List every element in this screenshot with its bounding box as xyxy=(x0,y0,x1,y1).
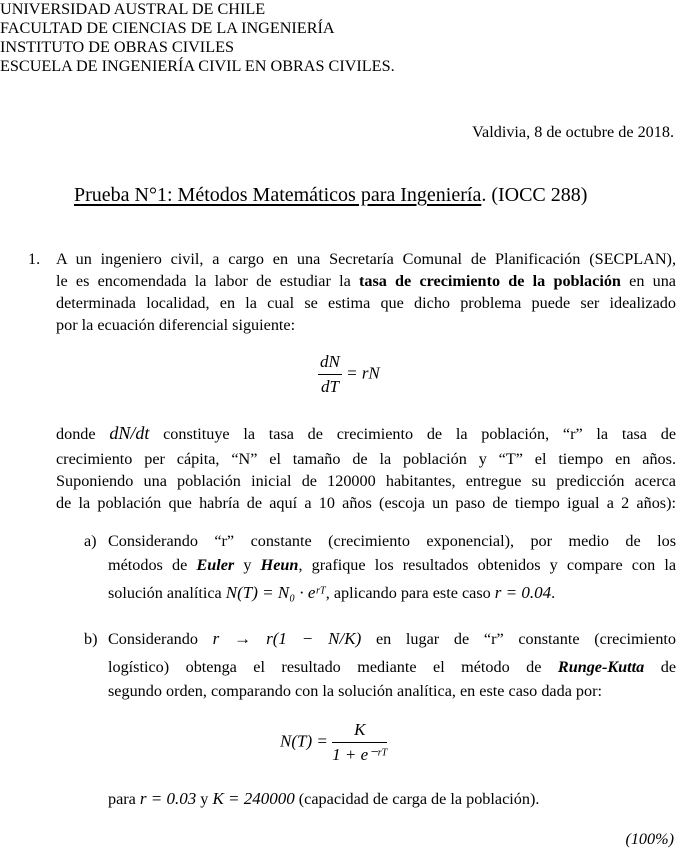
method-heun: Heun xyxy=(260,556,299,574)
intro-line-4: por la ecuación diferencial siguiente: xyxy=(56,316,296,334)
exam-title xyxy=(74,184,587,206)
document-date: Valdivia, 8 de octubre de 2018. xyxy=(472,123,674,141)
eq-rhs: = rN xyxy=(346,363,380,383)
item-a-text-rest: , grafique los resultados obtenidos y compare con la xyxy=(298,556,676,574)
eq-fraction xyxy=(318,350,342,399)
params-text-rest: (capacidad de carga de la población). xyxy=(294,790,540,808)
header-line-2: FACULTAD DE CIENCIAS DE LA INGENIERÍA xyxy=(0,19,335,37)
intro-text-end: en una xyxy=(620,272,676,290)
eq-numerator: dN xyxy=(318,350,342,375)
exam-title-underlined: Prueba N°1: Métodos Matemáticos para Ingeniería xyxy=(74,184,482,206)
item-b-line-2 xyxy=(108,656,676,680)
def-line-2: crecimiento per cápita, “N” el tamaño de la población y “T” el tiempo en años. xyxy=(56,450,676,468)
eq-denominator: dT xyxy=(320,377,339,396)
logistic-denominator: 1 + e⁻ʳᵀ xyxy=(332,745,388,764)
institution-header xyxy=(0,0,395,76)
def-line-3: Suponiendo una población inicial de 120000 habitantes, entregue su predicción acerca xyxy=(56,472,676,490)
params-and: y xyxy=(196,790,213,808)
question-intro xyxy=(56,248,676,336)
logistic-numerator: K xyxy=(332,718,387,743)
def-text-rest: constituye la tasa de crecimiento de la población, “r” la tasa de xyxy=(149,425,676,443)
item-b-text-rest: en lugar de “r” constante (crecimiento xyxy=(361,630,676,648)
params-text: para xyxy=(108,790,140,808)
intro-line-3: determinada localidad, en la cual se estima que dicho problema puede ser idealizado xyxy=(56,294,676,312)
item-b-line-3: segundo orden, comparando con la solución analítica, en este caso dada por: xyxy=(108,682,602,700)
item-a-case-text: , aplicando para este caso xyxy=(325,584,495,602)
item-b-parameters xyxy=(108,788,539,810)
method-euler: Euler xyxy=(196,556,235,574)
logistic-lhs: N(T) = xyxy=(280,731,328,751)
item-b-text: Considerando xyxy=(108,630,213,648)
r-value-b: r = 0.03 xyxy=(139,789,197,808)
item-b xyxy=(108,628,676,704)
header-line-4: ESCUELA DE INGENIERÍA CIVIL EN OBRAS CIVILES. xyxy=(0,57,395,75)
logistic-solution-equation xyxy=(280,718,387,767)
intro-line-1: A un ingeniero civil, a cargo en una Secretaría Comunal de Planificación (SECPLAN), xyxy=(56,250,676,268)
method-runge-kutta: Runge-Kutta xyxy=(557,658,645,676)
def-text: donde xyxy=(56,425,110,443)
item-a-analytic-label: solución analítica xyxy=(108,584,226,602)
question-definitions xyxy=(56,422,676,514)
differential-equation xyxy=(318,350,380,399)
logistic-fraction xyxy=(332,718,387,767)
k-value: K = 240000 xyxy=(212,789,295,808)
def-line-1 xyxy=(56,422,676,448)
def-line-4: de la población que habría de aquí a 10 años (escoja un paso de tiempo igual a 2 años): xyxy=(56,494,676,512)
def-derivative: dN/dt xyxy=(109,423,150,443)
item-a-line-3 xyxy=(108,578,676,608)
intro-bold-term: tasa de crecimiento de la población xyxy=(358,272,621,290)
r-value-a: r = 0.04 xyxy=(494,583,552,602)
question-score: (100%) xyxy=(625,830,674,848)
item-a-text: métodos de xyxy=(108,556,197,574)
exam-title-code: . (IOCC 288) xyxy=(481,184,588,206)
item-a xyxy=(108,530,676,608)
item-b-text-2-end: de xyxy=(644,658,676,676)
item-b-label: b) xyxy=(84,630,98,648)
intro-line-2 xyxy=(56,270,676,292)
item-a-and: y xyxy=(234,556,261,574)
logistic-rate-expression: r → r(1 − N/K) xyxy=(212,629,362,648)
item-a-label: a) xyxy=(84,532,97,550)
analytic-solution-exp: N(T) = N₀ · eʳᵀ xyxy=(225,583,326,602)
item-a-period: . xyxy=(551,584,556,602)
question-number: 1. xyxy=(28,250,41,268)
item-a-line-2 xyxy=(108,554,676,578)
intro-text: le es encomendada la labor de estudiar la xyxy=(56,272,359,290)
item-b-text-2: logístico) obtenga el resultado mediante el método de xyxy=(108,658,558,676)
item-b-line-1 xyxy=(108,628,676,656)
item-a-line-1: Considerando “r” constante (crecimiento exponencial), por medio de los xyxy=(108,532,676,550)
header-line-3: INSTITUTO DE OBRAS CIVILES xyxy=(0,38,234,56)
header-line-1: UNIVERSIDAD AUSTRAL DE CHILE xyxy=(0,0,266,18)
